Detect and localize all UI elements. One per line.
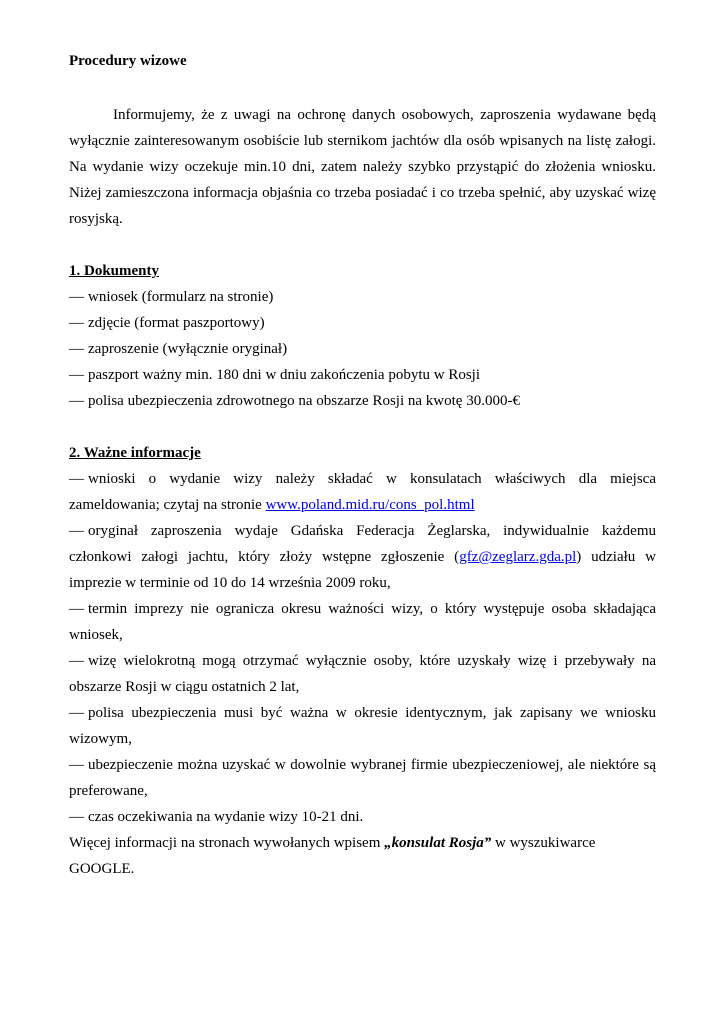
list-item-text: zdjęcie (format paszportowy) xyxy=(88,315,265,331)
list-item-text: wnioski o wydanie wizy należy składać w konsulatach właściwych dla miejsca zameldowania; czytaj na stronie xyxy=(69,471,656,513)
list-item xyxy=(69,752,656,804)
list-item xyxy=(69,700,656,752)
section-documents-heading: 1. Dokumenty xyxy=(69,263,160,279)
list-item xyxy=(69,804,656,830)
dash-bullet: — xyxy=(69,341,84,357)
dash-bullet: — xyxy=(69,471,84,487)
email-link[interactable]: gfz@zeglarz.gda.pl xyxy=(459,549,577,565)
important-info-list xyxy=(69,466,656,830)
list-item xyxy=(69,388,656,414)
list-item-text: paszport ważny min. 180 dni w dniu zakończenia pobytu w Rosji xyxy=(88,367,481,383)
section-important-info-heading: 2. Ważne informacje xyxy=(69,445,201,461)
document-page xyxy=(69,49,656,882)
dash-bullet: — xyxy=(69,653,84,669)
dash-bullet: — xyxy=(69,523,84,539)
list-item-text: polisa ubezpieczenia musi być ważna w okresie identycznym, jak zapisany we wniosku wizowym, xyxy=(69,705,656,747)
list-item xyxy=(69,310,656,336)
search-phrase: „konsulat Rosja” xyxy=(384,835,492,851)
dash-bullet: — xyxy=(69,705,84,721)
dash-bullet: — xyxy=(69,315,84,331)
footer-text: Więcej informacji na stronach wywołanych wpisem xyxy=(69,835,385,851)
dash-bullet: — xyxy=(69,601,84,617)
list-item xyxy=(69,518,656,596)
intro-paragraph: Informujemy, że z uwagi na ochronę danych osobowych, zaproszenia wydawane będą wyłącznie zainteresowanym osobiście lub sternikom jachtów dla osób wpisanych na listę załogi. Na wydanie wizy oczekuje min.10 dni, zatem należy szybko przystąpić do złożenia wniosku. Niżej zamieszczona informacja objaśnia co trzeba posiadać i co trzeba spełnić, aby uzyskać wizę rosyjską. xyxy=(69,107,656,227)
list-item-text: ubezpieczenie można uzyskać w dowolnie wybranej firmie ubezpieczeniowej, ale niektóre są preferowane, xyxy=(69,757,656,799)
dash-bullet: — xyxy=(69,289,84,305)
list-item-text: wizę wielokrotną mogą otrzymać wyłącznie osoby, które uzyskały wizę i przebywały na obszarze Rosji w ciągu ostatnich 2 lat, xyxy=(69,653,656,695)
list-item xyxy=(69,466,656,518)
list-item-text: zaproszenie (wyłącznie oryginał) xyxy=(88,341,288,357)
list-item-text: termin imprezy nie ogranicza okresu ważności wizy, o który występuje osoba składająca wniosek, xyxy=(69,601,656,643)
dash-bullet: — xyxy=(69,393,84,409)
list-item xyxy=(69,648,656,700)
dash-bullet: — xyxy=(69,367,84,383)
consulates-link[interactable]: www.poland.mid.ru/cons_pol.html xyxy=(265,497,475,513)
list-item-text: czas oczekiwania na wydanie wizy 10-21 dni. xyxy=(88,809,364,825)
list-item xyxy=(69,596,656,648)
dash-bullet: — xyxy=(69,809,84,825)
footer-text: w wyszukiwarce GOOGLE. xyxy=(69,835,596,877)
footer-note xyxy=(69,830,656,882)
list-item xyxy=(69,336,656,362)
document-title: Procedury wizowe xyxy=(69,53,187,69)
list-item-text: wniosek (formularz na stronie) xyxy=(88,289,274,305)
dash-bullet: — xyxy=(69,757,84,773)
list-item-text: oryginał zaproszenia wydaje Gdańska Federacja Żeglarska, indywidualnie każdemu członkowi załogi jachtu, który złoży wstępne zgłoszenie ( xyxy=(69,523,656,565)
list-item xyxy=(69,362,656,388)
documents-list xyxy=(69,284,656,414)
list-item xyxy=(69,284,656,310)
list-item-text: polisa ubezpieczenia zdrowotnego na obszarze Rosji na kwotę 30.000-€ xyxy=(88,393,520,409)
list-item-text: ) udziału w imprezie w terminie od 10 do 14 września 2009 roku, xyxy=(69,549,656,591)
